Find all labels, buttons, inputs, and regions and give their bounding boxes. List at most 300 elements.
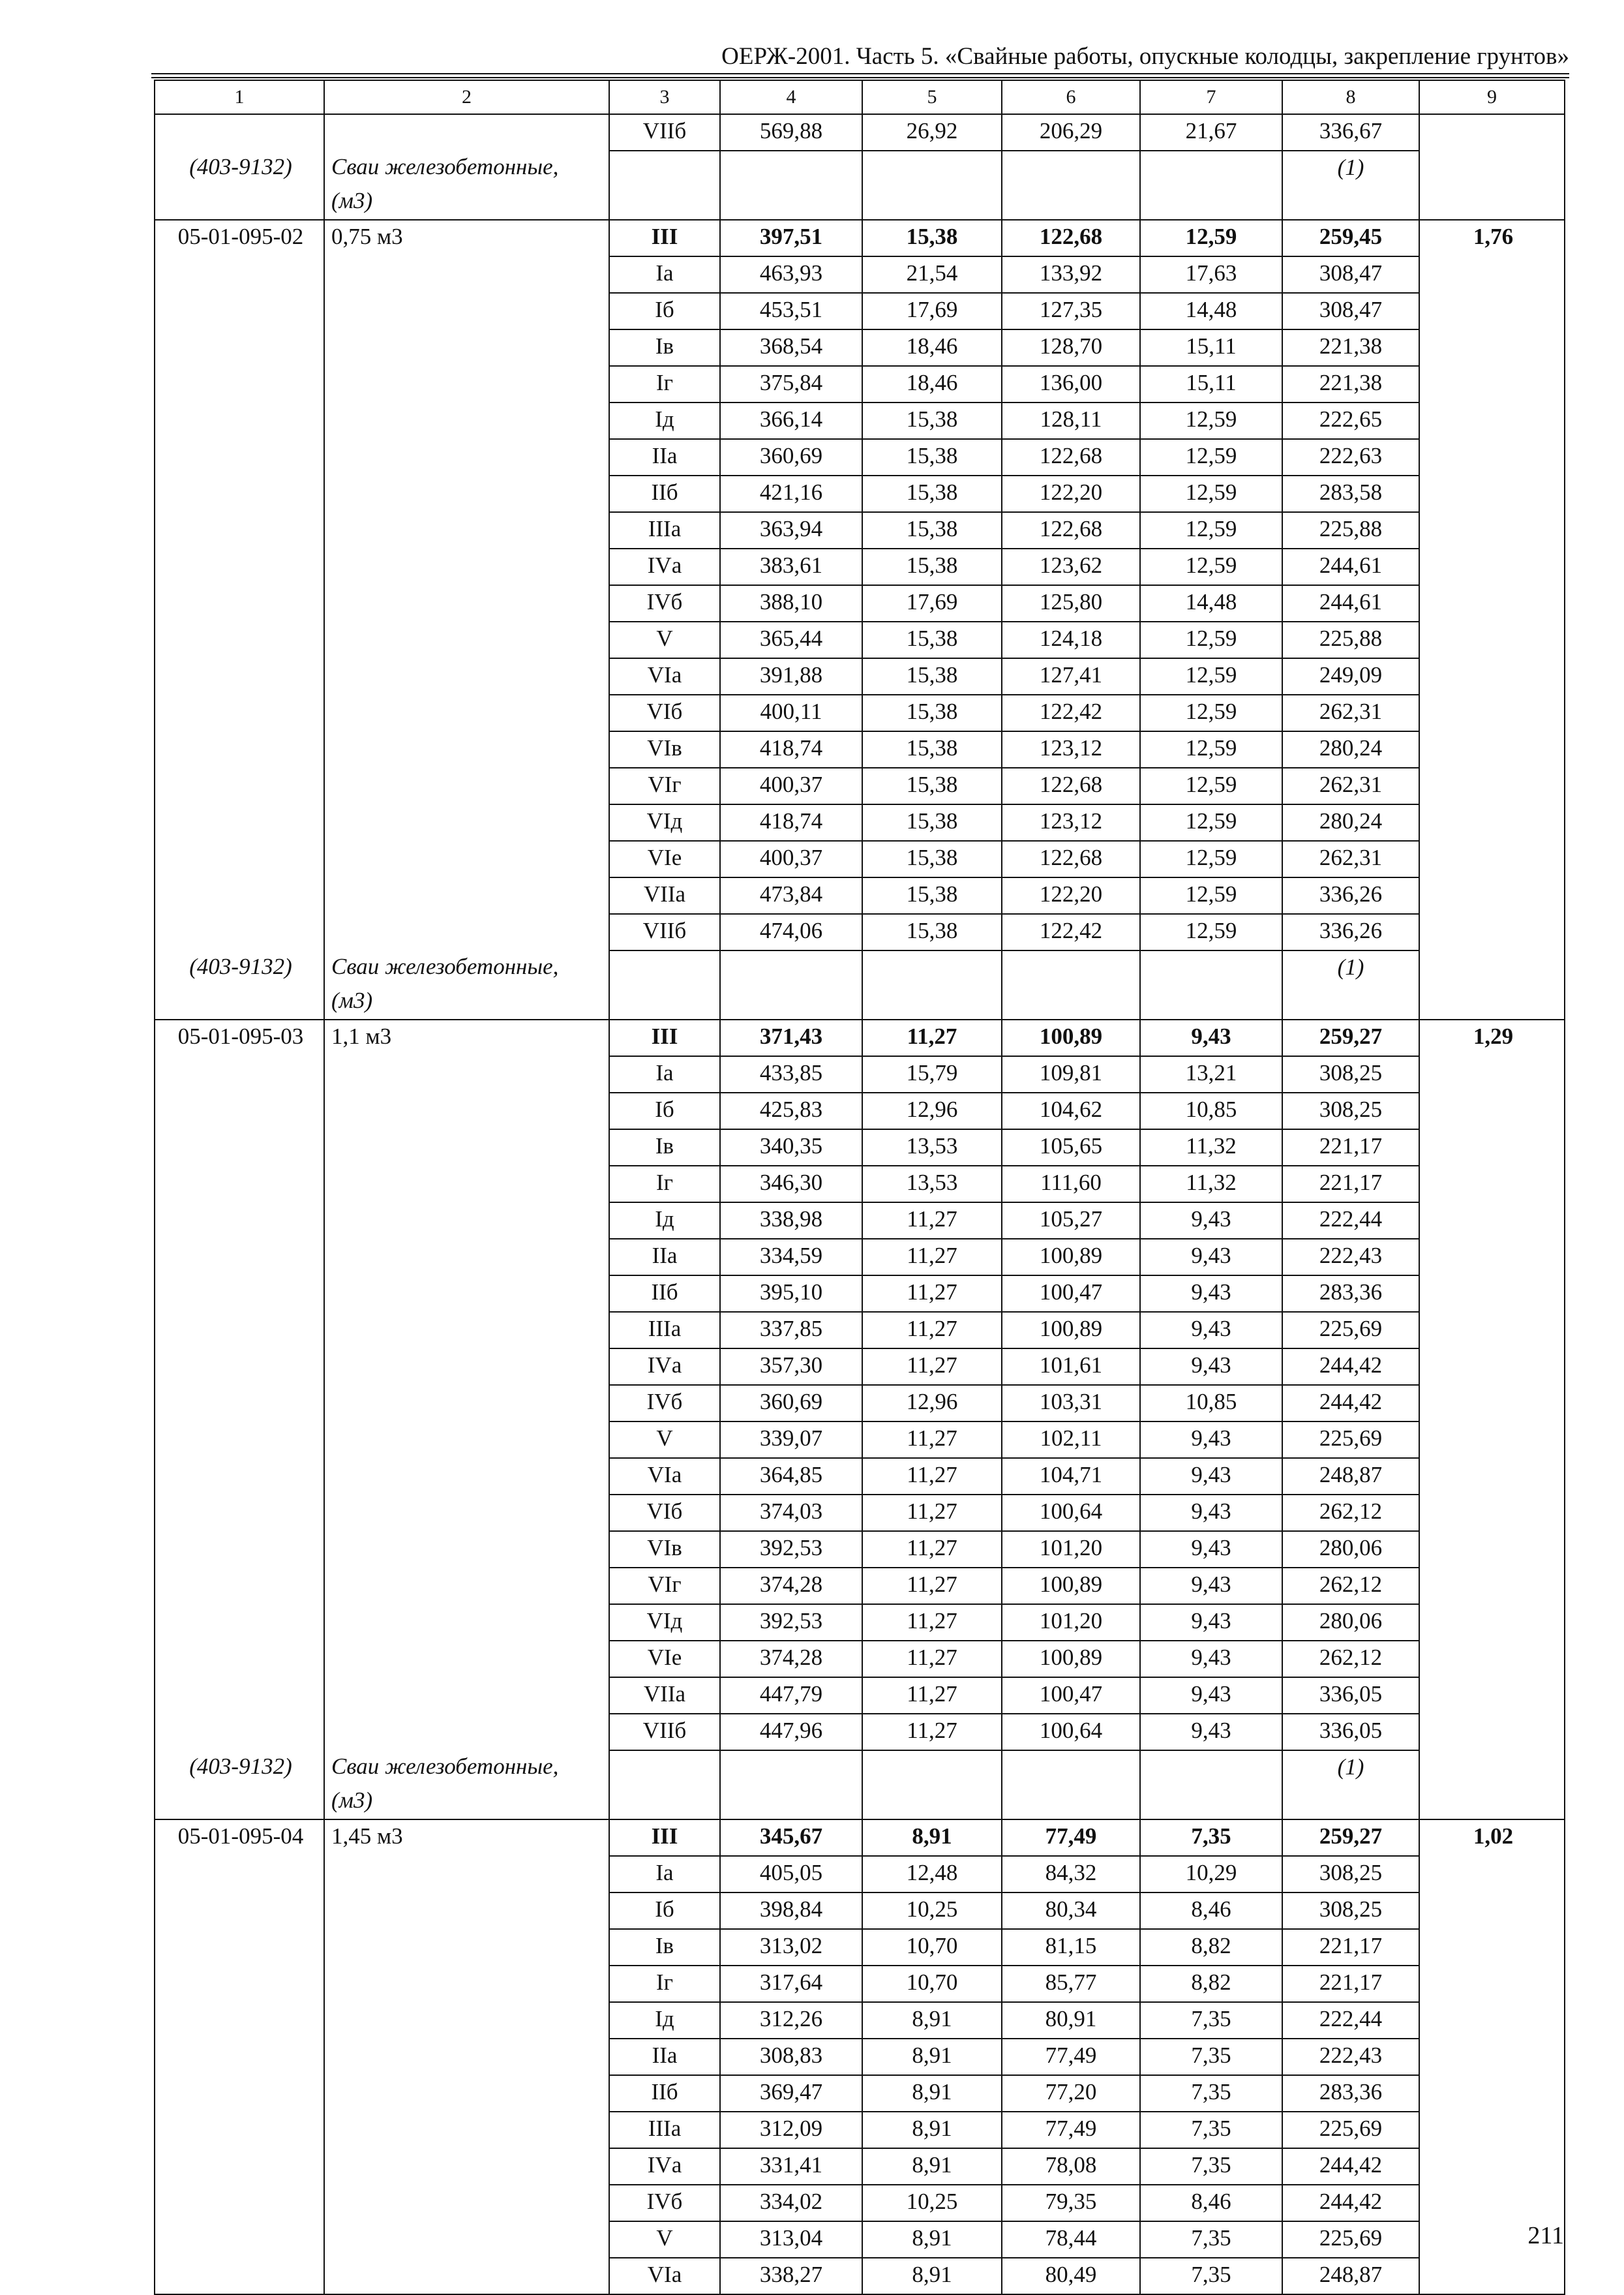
empty-cell — [720, 950, 862, 986]
rate-code — [155, 1531, 324, 1568]
machinist-wages-cell: 12,59 — [1140, 914, 1282, 950]
machinist-wages-cell: 9,43 — [1140, 1568, 1282, 1604]
table-row — [155, 1819, 1565, 1856]
material-unit: (м3) — [324, 986, 609, 1020]
wages-cell: 13,53 — [862, 1166, 1002, 1202]
table-row — [155, 1892, 1565, 1929]
material-unit: (м3) — [324, 187, 609, 220]
labor-cost-cell — [1419, 585, 1565, 622]
material-quantity: (1) — [1282, 950, 1419, 986]
wages-cell: 8,91 — [862, 2221, 1002, 2258]
empty-cell — [1002, 1750, 1140, 1786]
empty-cell — [1282, 986, 1419, 1020]
rate-code — [155, 2185, 324, 2221]
table-row — [155, 2148, 1565, 2185]
zone-cell: IIб — [609, 1275, 720, 1312]
labor-cost-cell — [1419, 549, 1565, 585]
labor-cost-cell — [1419, 1531, 1565, 1568]
empty-cell — [720, 187, 862, 220]
materials-cell: 336,67 — [1282, 114, 1419, 151]
empty-cell — [1140, 986, 1282, 1020]
empty-cell — [720, 1750, 862, 1786]
table-row — [155, 658, 1565, 695]
rate-code — [155, 1966, 324, 2002]
total-cost-cell: 371,43 — [720, 1020, 862, 1056]
zone-cell: IVа — [609, 1348, 720, 1385]
zone-cell: Iа — [609, 1056, 720, 1093]
zone-cell: Iг — [609, 366, 720, 403]
machines-cell: 206,29 — [1002, 114, 1140, 151]
table-row — [155, 2112, 1565, 2148]
empty-cell — [1419, 986, 1565, 1020]
materials-cell: 262,31 — [1282, 841, 1419, 877]
rate-code — [155, 2258, 324, 2294]
wages-cell: 21,54 — [862, 256, 1002, 293]
machines-cell: 103,31 — [1002, 1385, 1140, 1421]
machinist-wages-cell: 14,48 — [1140, 293, 1282, 329]
machinist-wages-cell: 12,59 — [1140, 695, 1282, 731]
table-row — [155, 622, 1565, 658]
machinist-wages-cell: 12,59 — [1140, 622, 1282, 658]
rate-name — [324, 2112, 609, 2148]
zone-cell: Iв — [609, 329, 720, 366]
machinist-wages-cell: 9,43 — [1140, 1495, 1282, 1531]
machinist-wages-cell: 9,43 — [1140, 1312, 1282, 1348]
labor-cost-cell — [1419, 1677, 1565, 1714]
empty-cell — [1282, 187, 1419, 220]
materials-cell: 308,47 — [1282, 293, 1419, 329]
rate-code — [155, 1202, 324, 1239]
total-cost-cell: 418,74 — [720, 731, 862, 768]
empty-cell — [609, 1750, 720, 1786]
labor-cost-cell — [1419, 2002, 1565, 2039]
labor-cost-cell — [1419, 804, 1565, 841]
materials-cell: 244,61 — [1282, 549, 1419, 585]
empty-cell — [155, 187, 324, 220]
zone-cell: IVа — [609, 549, 720, 585]
wages-cell: 18,46 — [862, 329, 1002, 366]
labor-cost-cell — [1419, 768, 1565, 804]
rate-code — [155, 914, 324, 950]
machinist-wages-cell: 12,59 — [1140, 439, 1282, 476]
total-cost-cell: 374,28 — [720, 1568, 862, 1604]
materials-cell: 244,61 — [1282, 585, 1419, 622]
rate-code — [155, 1856, 324, 1892]
table-body — [155, 80, 1565, 2294]
labor-cost-cell — [1419, 366, 1565, 403]
machinist-wages-cell: 14,48 — [1140, 585, 1282, 622]
rate-name — [324, 2258, 609, 2294]
empty-cell — [1419, 187, 1565, 220]
empty-cell — [609, 950, 720, 986]
total-cost-cell: 313,04 — [720, 2221, 862, 2258]
table-row — [155, 1385, 1565, 1421]
machinist-wages-cell: 11,32 — [1140, 1129, 1282, 1166]
machines-cell: 101,61 — [1002, 1348, 1140, 1385]
wages-cell: 8,91 — [862, 2258, 1002, 2294]
materials-cell: 244,42 — [1282, 2185, 1419, 2221]
table-row — [155, 1166, 1565, 1202]
rate-code — [155, 439, 324, 476]
zone-cell: IIа — [609, 2039, 720, 2075]
rate-code — [155, 1385, 324, 1421]
rate-code — [155, 1312, 324, 1348]
labor-cost-cell — [1419, 2185, 1565, 2221]
wages-cell: 10,25 — [862, 1892, 1002, 1929]
machinist-wages-cell: 12,59 — [1140, 877, 1282, 914]
rate-name — [324, 1385, 609, 1421]
total-cost-cell: 392,53 — [720, 1604, 862, 1641]
total-cost-cell: 368,54 — [720, 329, 862, 366]
table-row — [155, 1239, 1565, 1275]
wages-cell: 12,96 — [862, 1093, 1002, 1129]
zone-cell: IVб — [609, 1385, 720, 1421]
machinist-wages-cell: 10,85 — [1140, 1093, 1282, 1129]
materials-cell: 222,43 — [1282, 1239, 1419, 1275]
materials-cell: 308,25 — [1282, 1056, 1419, 1093]
materials-cell: 308,25 — [1282, 1892, 1419, 1929]
table-row — [155, 841, 1565, 877]
machinist-wages-cell: 17,63 — [1140, 256, 1282, 293]
rate-name — [324, 1312, 609, 1348]
zone-cell: IVа — [609, 2148, 720, 2185]
machinist-wages-cell: 8,82 — [1140, 1929, 1282, 1966]
total-cost-cell: 334,02 — [720, 2185, 862, 2221]
wages-cell: 15,38 — [862, 549, 1002, 585]
labor-cost-cell — [1419, 1568, 1565, 1604]
wages-cell: 11,27 — [862, 1495, 1002, 1531]
rate-name — [324, 512, 609, 549]
rate-code — [155, 768, 324, 804]
machines-cell: 100,64 — [1002, 1714, 1140, 1750]
empty-cell — [1140, 187, 1282, 220]
wages-cell: 11,27 — [862, 1458, 1002, 1495]
table-row — [155, 1604, 1565, 1641]
materials-cell: 225,88 — [1282, 512, 1419, 549]
empty-cell — [862, 1786, 1002, 1819]
zone-cell: VIв — [609, 1531, 720, 1568]
machines-cell: 101,20 — [1002, 1531, 1140, 1568]
rate-name — [324, 439, 609, 476]
rate-code — [155, 329, 324, 366]
labor-cost-cell — [1419, 2039, 1565, 2075]
empty-cell — [1140, 1786, 1282, 1819]
table-row — [155, 1056, 1565, 1093]
machines-cell: 100,89 — [1002, 1568, 1140, 1604]
material-footer-row — [155, 986, 1565, 1020]
zone-cell: VIа — [609, 658, 720, 695]
table-row — [155, 2258, 1565, 2294]
rate-code — [155, 585, 324, 622]
total-cost-cell: 317,64 — [720, 1966, 862, 2002]
rate-code — [155, 1166, 324, 1202]
wages-cell: 15,38 — [862, 403, 1002, 439]
table-row — [155, 1641, 1565, 1677]
empty-cell — [155, 986, 324, 1020]
machines-cell: 123,12 — [1002, 731, 1140, 768]
total-cost-cell: 338,98 — [720, 1202, 862, 1239]
rate-code — [155, 1892, 324, 1929]
total-cost-cell: 366,14 — [720, 403, 862, 439]
rate-code — [155, 1458, 324, 1495]
total-cost-cell: 334,59 — [720, 1239, 862, 1275]
total-cost-cell: 447,96 — [720, 1714, 862, 1750]
rate-code — [155, 1421, 324, 1458]
materials-cell: 280,06 — [1282, 1531, 1419, 1568]
rate-name — [324, 695, 609, 731]
machinist-wages-cell: 7,35 — [1140, 2039, 1282, 2075]
empty-cell — [1419, 1750, 1565, 1786]
materials-cell: 225,69 — [1282, 2112, 1419, 2148]
rate-code: 05-01-095-02 — [155, 220, 324, 256]
zone-cell: VIIа — [609, 877, 720, 914]
rate-name — [324, 1568, 609, 1604]
rate-code — [155, 1348, 324, 1385]
machinist-wages-cell: 21,67 — [1140, 114, 1282, 151]
empty-cell — [609, 1786, 720, 1819]
machines-cell: 100,47 — [1002, 1275, 1140, 1312]
zone-cell: IIIа — [609, 512, 720, 549]
rate-name: 0,75 м3 — [324, 220, 609, 256]
rate-code — [155, 804, 324, 841]
materials-cell: 336,26 — [1282, 877, 1419, 914]
wages-cell: 15,38 — [862, 476, 1002, 512]
rate-code — [155, 2039, 324, 2075]
machines-cell: 102,11 — [1002, 1421, 1140, 1458]
rate-code — [155, 476, 324, 512]
wages-cell: 15,38 — [862, 804, 1002, 841]
rate-name — [324, 1129, 609, 1166]
total-cost-cell: 365,44 — [720, 622, 862, 658]
empty-cell — [1140, 151, 1282, 187]
table-row — [155, 1714, 1565, 1750]
empty-cell — [720, 986, 862, 1020]
material-name: Сваи железобетонные, — [324, 950, 609, 986]
machinist-wages-cell: 9,43 — [1140, 1202, 1282, 1239]
wages-cell: 15,38 — [862, 439, 1002, 476]
wages-cell: 10,25 — [862, 2185, 1002, 2221]
table-row — [155, 220, 1565, 256]
table-row — [155, 1093, 1565, 1129]
labor-cost-cell — [1419, 476, 1565, 512]
rate-code — [155, 877, 324, 914]
labor-cost-cell — [1419, 1495, 1565, 1531]
rate-code — [155, 1495, 324, 1531]
table-row — [155, 1020, 1565, 1056]
labor-cost-cell — [1419, 1929, 1565, 1966]
empty-cell — [862, 1750, 1002, 1786]
machines-cell: 122,20 — [1002, 476, 1140, 512]
labor-cost-cell — [1419, 293, 1565, 329]
wages-cell: 10,70 — [862, 1966, 1002, 2002]
materials-cell: 336,05 — [1282, 1677, 1419, 1714]
empty-cell — [1002, 151, 1140, 187]
empty-cell — [1002, 986, 1140, 1020]
zone-cell: IIIа — [609, 1312, 720, 1348]
zone-cell: VIд — [609, 804, 720, 841]
rate-name — [324, 841, 609, 877]
zone-cell: VIг — [609, 768, 720, 804]
zone-cell: VIIа — [609, 1677, 720, 1714]
rate-name — [324, 256, 609, 293]
table-row — [155, 1348, 1565, 1385]
rate-name — [324, 585, 609, 622]
machines-cell: 122,42 — [1002, 695, 1140, 731]
materials-cell: 221,17 — [1282, 1166, 1419, 1202]
materials-cell: 308,47 — [1282, 256, 1419, 293]
materials-cell: 221,38 — [1282, 329, 1419, 366]
total-cost-cell: 421,16 — [720, 476, 862, 512]
table-row — [155, 2039, 1565, 2075]
machinist-wages-cell: 9,43 — [1140, 1020, 1282, 1056]
wages-cell: 11,27 — [862, 1421, 1002, 1458]
labor-cost-cell — [1419, 2112, 1565, 2148]
zone-cell: VIб — [609, 1495, 720, 1531]
wages-cell: 11,27 — [862, 1604, 1002, 1641]
rate-name — [324, 1275, 609, 1312]
rate-code — [155, 2075, 324, 2112]
labor-cost-cell — [1419, 256, 1565, 293]
rate-code — [155, 1129, 324, 1166]
rate-name — [324, 1966, 609, 2002]
machines-cell: 100,89 — [1002, 1312, 1140, 1348]
zone-cell: Iв — [609, 1129, 720, 1166]
total-cost-cell: 360,69 — [720, 439, 862, 476]
labor-cost-cell — [1419, 1129, 1565, 1166]
wages-cell: 15,38 — [862, 731, 1002, 768]
labor-cost-cell — [1419, 403, 1565, 439]
material-code: (403-9132) — [155, 950, 324, 986]
labor-cost-cell — [1419, 1275, 1565, 1312]
materials-cell: 336,26 — [1282, 914, 1419, 950]
labor-cost-cell — [1419, 877, 1565, 914]
total-cost-cell: 433,85 — [720, 1056, 862, 1093]
rate-name — [324, 366, 609, 403]
materials-cell: 280,24 — [1282, 804, 1419, 841]
material-name: Сваи железобетонные, — [324, 151, 609, 187]
table-row — [155, 768, 1565, 804]
zone-cell: IIб — [609, 476, 720, 512]
empty-cell — [1419, 151, 1565, 187]
materials-cell: 262,12 — [1282, 1568, 1419, 1604]
rate-name — [324, 1892, 609, 1929]
rate-name — [324, 549, 609, 585]
labor-cost-cell — [1419, 1458, 1565, 1495]
table-row — [155, 512, 1565, 549]
rate-name — [324, 1348, 609, 1385]
labor-cost-cell: 1,29 — [1419, 1020, 1565, 1056]
materials-cell: 248,87 — [1282, 2258, 1419, 2294]
rate-name: 1,1 м3 — [324, 1020, 609, 1056]
wages-cell: 10,70 — [862, 1929, 1002, 1966]
empty-cell — [1140, 1750, 1282, 1786]
machinist-wages-cell: 7,35 — [1140, 2148, 1282, 2185]
machines-cell: 78,08 — [1002, 2148, 1140, 2185]
table-row — [155, 2075, 1565, 2112]
zone-cell: VIв — [609, 731, 720, 768]
page-number: 211 — [1527, 2222, 1564, 2249]
zone-cell: VIд — [609, 1604, 720, 1641]
labor-cost-cell — [1419, 1093, 1565, 1129]
table-row — [155, 549, 1565, 585]
machines-cell: 77,49 — [1002, 2112, 1140, 2148]
zone-cell: VIа — [609, 1458, 720, 1495]
empty-cell — [1419, 1786, 1565, 1819]
rate-name — [324, 2221, 609, 2258]
rate-name — [324, 1714, 609, 1750]
labor-cost-cell — [1419, 439, 1565, 476]
materials-cell: 249,09 — [1282, 658, 1419, 695]
material-footer-row — [155, 187, 1565, 220]
wages-cell: 11,27 — [862, 1348, 1002, 1385]
labor-cost-cell — [1419, 114, 1565, 151]
zone-cell: VIIб — [609, 1714, 720, 1750]
machines-cell: 100,64 — [1002, 1495, 1140, 1531]
wages-cell: 15,38 — [862, 914, 1002, 950]
material-code: (403-9132) — [155, 1750, 324, 1786]
wages-cell: 11,27 — [862, 1531, 1002, 1568]
rate-name — [324, 293, 609, 329]
zone-cell: Iб — [609, 1093, 720, 1129]
wages-cell: 11,27 — [862, 1568, 1002, 1604]
total-cost-cell: 340,35 — [720, 1129, 862, 1166]
rate-name — [324, 2002, 609, 2039]
empty-cell — [155, 1786, 324, 1819]
machines-cell: 104,62 — [1002, 1093, 1140, 1129]
machines-cell: 80,34 — [1002, 1892, 1140, 1929]
column-number: 4 — [720, 80, 862, 114]
machinist-wages-cell: 12,59 — [1140, 731, 1282, 768]
wages-cell: 15,38 — [862, 695, 1002, 731]
material-footer-row — [155, 950, 1565, 986]
wages-cell: 11,27 — [862, 1641, 1002, 1677]
table-row — [155, 1129, 1565, 1166]
rate-name — [324, 804, 609, 841]
total-cost-cell: 374,28 — [720, 1641, 862, 1677]
total-cost-cell: 369,47 — [720, 2075, 862, 2112]
materials-cell: 248,87 — [1282, 1458, 1419, 1495]
labor-cost-cell — [1419, 1421, 1565, 1458]
labor-cost-cell — [1419, 658, 1565, 695]
machines-cell: 77,20 — [1002, 2075, 1140, 2112]
labor-cost-cell — [1419, 1856, 1565, 1892]
machines-cell: 122,68 — [1002, 841, 1140, 877]
table-row — [155, 1966, 1565, 2002]
table-row — [155, 1568, 1565, 1604]
materials-cell: 221,17 — [1282, 1129, 1419, 1166]
table-row — [155, 877, 1565, 914]
empty-cell — [720, 1786, 862, 1819]
rate-code — [155, 1568, 324, 1604]
table-row — [155, 293, 1565, 329]
total-cost-cell: 405,05 — [720, 1856, 862, 1892]
labor-cost-cell — [1419, 1312, 1565, 1348]
rate-name — [324, 731, 609, 768]
labor-cost-cell — [1419, 1604, 1565, 1641]
total-cost-cell: 398,84 — [720, 1892, 862, 1929]
table-row — [155, 585, 1565, 622]
machinist-wages-cell: 9,43 — [1140, 1275, 1282, 1312]
table-row — [155, 1495, 1565, 1531]
materials-cell: 283,36 — [1282, 2075, 1419, 2112]
zone-cell: IVб — [609, 2185, 720, 2221]
rate-name — [324, 1421, 609, 1458]
materials-cell: 280,06 — [1282, 1604, 1419, 1641]
rate-code — [155, 841, 324, 877]
zone-cell: V — [609, 1421, 720, 1458]
labor-cost-cell — [1419, 1714, 1565, 1750]
labor-cost-cell — [1419, 731, 1565, 768]
